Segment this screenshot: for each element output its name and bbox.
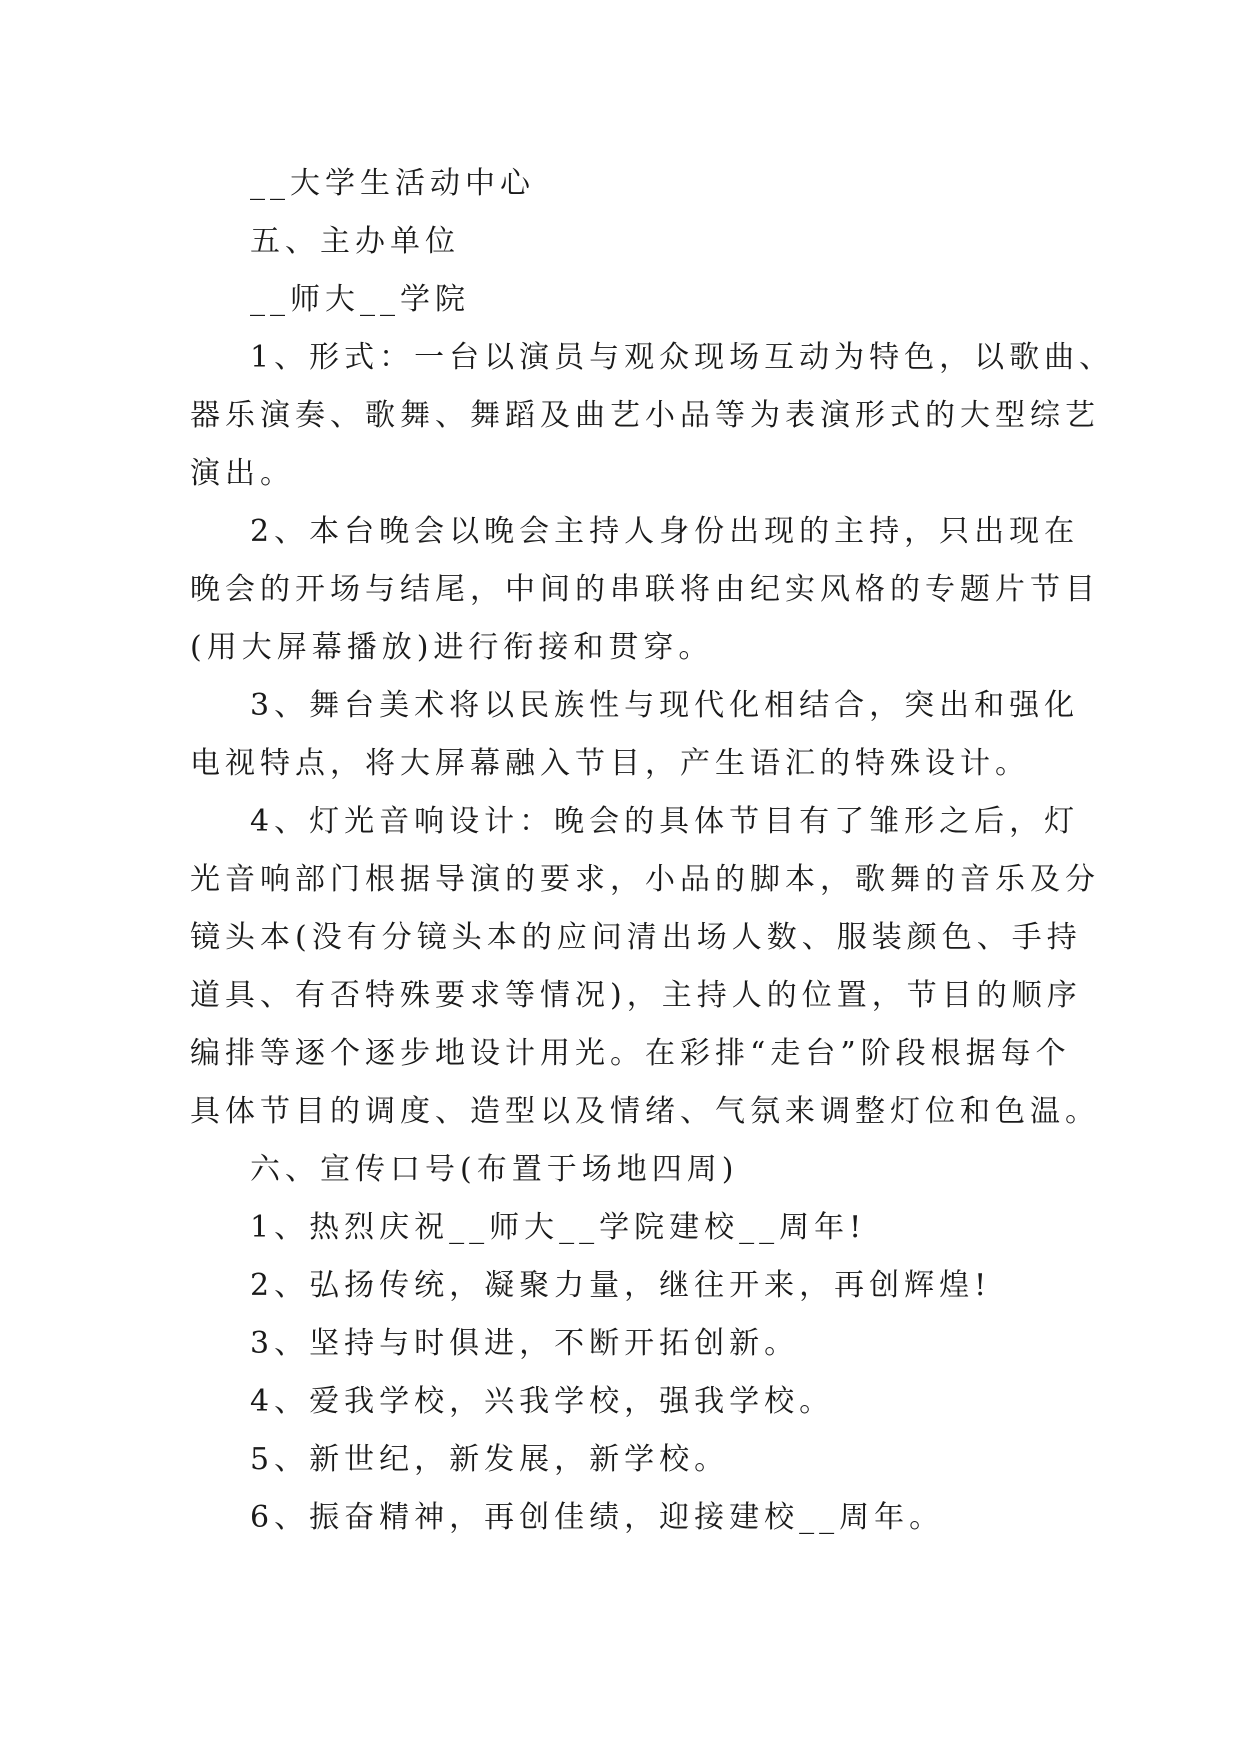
slogan-item-2: 2、弘扬传统，凝聚力量，继往开来，再创辉煌! [250, 1268, 992, 1303]
organizer-line: __师大__学院 [250, 282, 470, 317]
paragraph-form-line-2: 器乐演奏、歌舞、舞蹈及曲艺小品等为表演形式的大型综艺 [190, 398, 1100, 433]
slogan-item-6: 6、振奋精神，再创佳绩，迎接建校__周年。 [250, 1500, 945, 1535]
paragraph-host-line-1: 2、本台晚会以晚会主持人身份出现的主持，只出现在 [250, 514, 1080, 549]
venue-line: __大学生活动中心 [250, 166, 535, 201]
paragraph-lighting-line-3: 镜头本(没有分镜头本的应问清出场人数、服装颜色、手持 [190, 920, 1082, 955]
paragraph-lighting-line-4: 道具、有否特殊要求等情况)，主持人的位置，节目的顺序 [190, 978, 1082, 1013]
paragraph-form-line-3: 演出。 [190, 456, 295, 491]
slogan-item-3: 3、坚持与时俱进，不断开拓创新。 [250, 1326, 800, 1361]
paragraph-lighting-line-6: 具体节目的调度、造型以及情绪、气氛来调整灯位和色温。 [190, 1094, 1100, 1129]
paragraph-stage-line-1: 3、舞台美术将以民族性与现代化相结合，突出和强化 [250, 688, 1080, 723]
paragraph-host-line-3: (用大屏幕播放)进行衔接和贯穿。 [190, 630, 714, 665]
section-heading-slogans: 六、宣传口号(布置于场地四周) [250, 1152, 739, 1187]
paragraph-host-line-2: 晚会的开场与结尾，中间的串联将由纪实风格的专题片节目 [190, 572, 1100, 607]
section-heading-organizer: 五、主办单位 [250, 224, 460, 259]
paragraph-lighting-line-1: 4、灯光音响设计：晚会的具体节目有了雏形之后，灯 [250, 804, 1080, 839]
slogan-item-1: 1、热烈庆祝__师大__学院建校__周年! [250, 1210, 867, 1245]
paragraph-form-line-1: 1、形式：一台以演员与观众现场互动为特色，以歌曲、 [250, 340, 1115, 375]
paragraph-lighting-line-2: 光音响部门根据导演的要求，小品的脚本，歌舞的音乐及分 [190, 862, 1100, 897]
paragraph-stage-line-2: 电视特点，将大屏幕融入节目，产生语汇的特殊设计。 [190, 746, 1030, 781]
paragraph-lighting-line-5: 编排等逐个逐步地设计用光。在彩排“走台”阶段根据每个 [190, 1036, 1071, 1071]
slogan-item-4: 4、爱我学校，兴我学校，强我学校。 [250, 1384, 835, 1419]
slogan-item-5: 5、新世纪，新发展，新学校。 [250, 1442, 730, 1477]
